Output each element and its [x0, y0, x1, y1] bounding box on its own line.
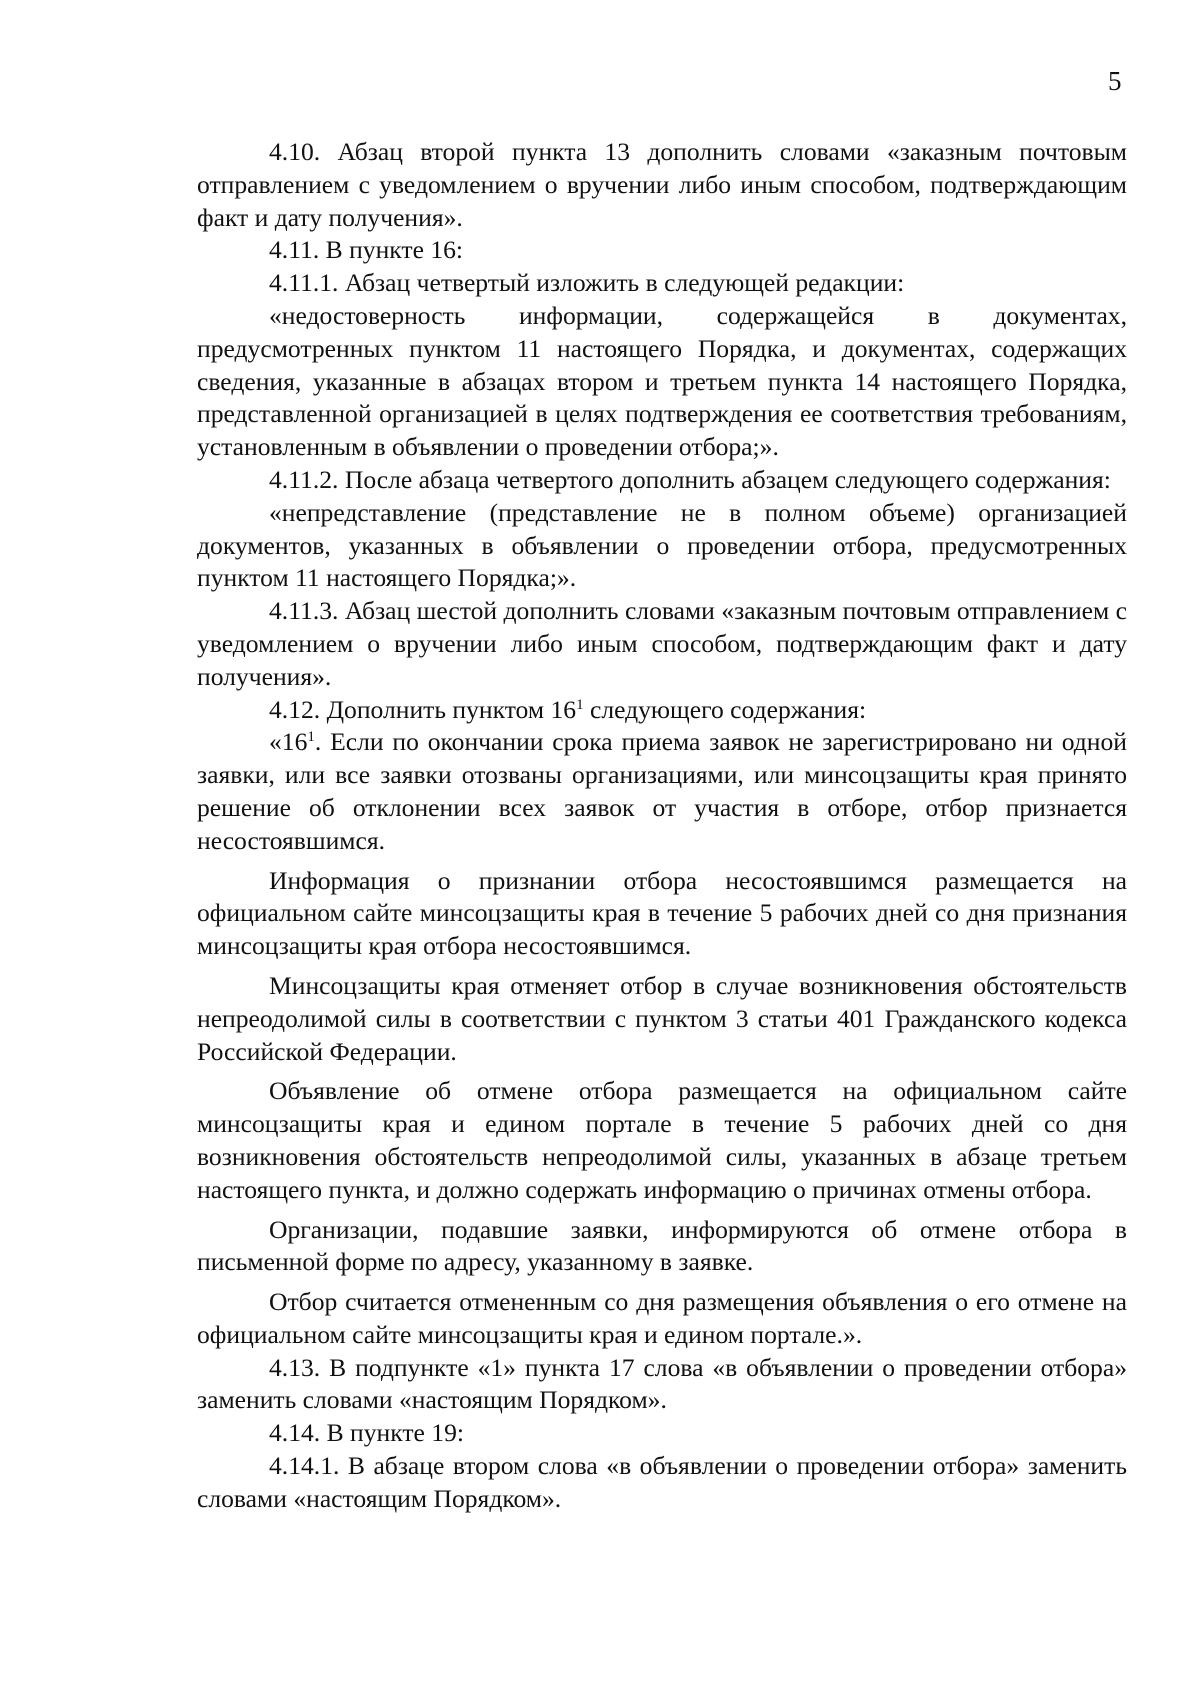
paragraph-16-1-start: «16	[269, 727, 308, 757]
document-body	[197, 136, 1127, 1516]
paragraph-16-1-final: Отбор считается отмененным со дня размещения объявления о его отмене на официальном сайте минсоцзащиты края и едином портале.».	[197, 1287, 1127, 1349]
paragraph-4-11-2-quote: «непредставление (представление не в полном объеме) организацией документов, указанных в объявлении о проведении отбора, предусмотренных пунктом 11 настоящего Порядка;».	[197, 497, 1127, 593]
page-number: 5	[1108, 66, 1122, 96]
paragraph-4-12-text: 4.12. Дополнить пунктом 16	[269, 694, 577, 724]
paragraph-16-1	[197, 726, 1127, 857]
superscript-index: 1	[307, 729, 315, 746]
paragraph-16-1-cancel: Минсоцзащиты края отменяет отбор в случае возникновения обстоятельств непреодолимой силы в соответствии с пунктом 3 статьи 401 Гражданского кодекса Российской Федерации.	[197, 970, 1127, 1066]
paragraph-4-11-1: 4.11.1. Абзац четвертый изложить в следующей редакции:	[269, 268, 905, 298]
paragraph-4-11-2: 4.11.2. После абзаца четвертого дополнить абзацем следующего содержания:	[269, 464, 1111, 494]
paragraph-4-11-1-quote: «недостоверность информации, содержащейся в документах, предусмотренных пунктом 11 настоящего Порядка, и документах, содержащих сведения, указанные в абзацах втором и третьем пункта 14 настоящего Порядка, представленной организацией в целях подтверждения ее соответствия требованиям, установленным в объявлении о проведении отбора;».	[197, 300, 1127, 462]
paragraph-4-11-3: 4.11.3. Абзац шестой дополнить словами «заказным почтовым отправлением с уведомлением о вручении либо иным способом, подтверждающим факт и дату получения».	[197, 596, 1127, 691]
paragraph-4-14: 4.14. В пункте 19:	[269, 1418, 464, 1448]
paragraph-16-1-announce: Объявление об отмене отбора размещается на официальном сайте минсоцзащиты края и едином портале в течение 5 рабочих дней со дня возникновения обстоятельств непреодолимой силы, указанных в абзаце третьем настоящего пункта, и должно содержать информацию о причинах отмены отбора.	[197, 1076, 1127, 1204]
paragraph-16-1-notify: Организации, подавшие заявки, информируются об отмене отбора в письменной форме по адресу, указанному в заявке.	[197, 1214, 1127, 1277]
paragraph-4-10: 4.10. Абзац второй пункта 13 дополнить словами «заказным почтовым отправлением с уведомлением о вручении либо иным способом, подтверждающим факт и дату получения».	[197, 137, 1127, 232]
paragraph-4-12	[197, 694, 1127, 727]
paragraph-4-12-text-end: следующего содержания:	[583, 694, 867, 724]
paragraph-16-1-text: . Если по окончании срока приема заявок не зарегистрировано ни одной заявки, или все заявки отозваны организациями, или минсоцзащиты края принято решение об отклонении всех заявок от участия в отборе, отбор признается несостоявшимся.	[197, 727, 1127, 855]
superscript-index: 1	[576, 696, 584, 713]
paragraph-4-11: 4.11. В пункте 16:	[269, 235, 464, 265]
paragraph-16-1-info: Информация о признании отбора несостоявшимся размещается на официальном сайте минсоцзащиты края в течение 5 рабочих дней со дня признания минсоцзащиты края отбора несостоявшимся.	[197, 865, 1127, 961]
paragraph-4-13: 4.13. В подпункте «1» пункта 17 слова «в объявлении о проведении отбора» заменить словами «настоящим Порядком».	[197, 1352, 1127, 1415]
paragraph-4-14-1: 4.14.1. В абзаце втором слова «в объявлении о проведении отбора» заменить словами «настоящим Порядком».	[197, 1451, 1127, 1513]
